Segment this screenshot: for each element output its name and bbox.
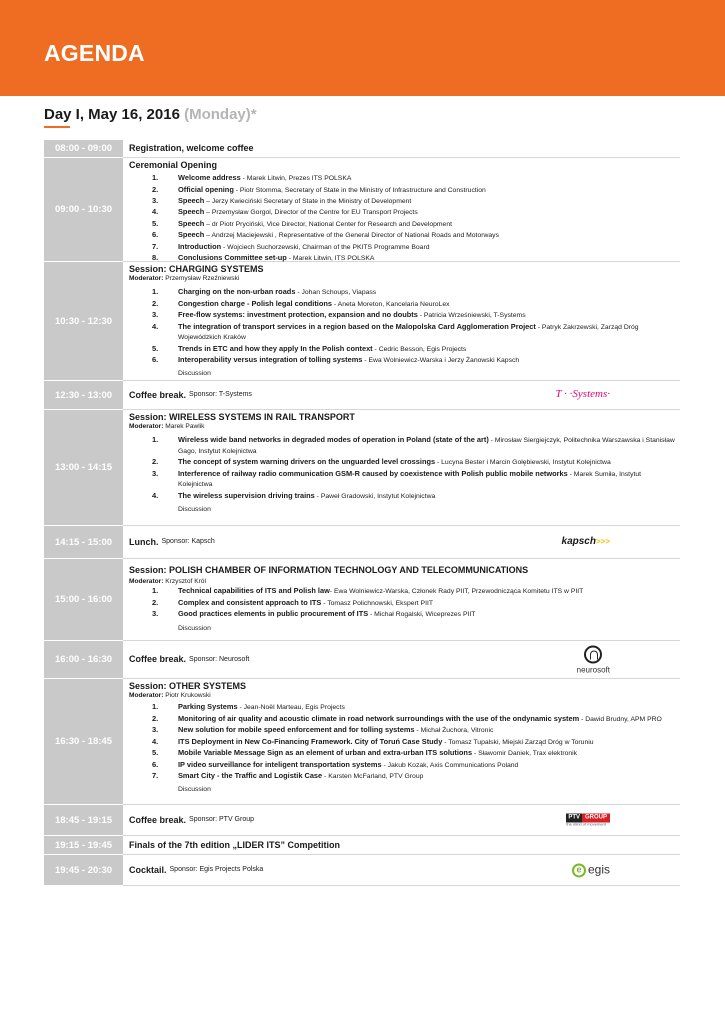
item-text xyxy=(178,287,675,298)
item-text xyxy=(178,598,675,609)
item-list xyxy=(152,173,675,264)
time-cell: 16:00 - 16:30 xyxy=(44,641,123,679)
item-number: 1. xyxy=(152,287,159,297)
agenda-row-coffee-1 xyxy=(44,381,680,410)
row-title: Lunch. xyxy=(129,536,159,547)
agenda-row-opening xyxy=(44,158,680,262)
ptv-logo: PTV GROUP the mind of movement xyxy=(566,814,610,827)
item-title: The wireless supervision driving trains xyxy=(178,490,315,500)
agenda-item xyxy=(152,760,675,771)
time-cell: 16:30 - 18:45 xyxy=(44,679,123,805)
t-systems-logo: T · ·Systems· xyxy=(555,388,610,401)
moderator: Moderator: Piotr Krukowski xyxy=(129,692,211,700)
item-number: 4. xyxy=(152,321,159,331)
item-text xyxy=(178,702,675,713)
item-number: 5. xyxy=(152,748,159,758)
agenda-item xyxy=(152,771,675,782)
item-title: Charging on the non-urban roads xyxy=(178,287,296,297)
agenda-item xyxy=(152,457,675,468)
sponsor-text: Sponsor: Neurosoft xyxy=(189,655,250,663)
agenda-row-lunch xyxy=(44,526,680,559)
row-title: Registration, welcome coffee xyxy=(129,143,254,154)
agenda-row-charging xyxy=(44,262,680,381)
content-cell xyxy=(123,679,680,804)
agenda-table xyxy=(44,140,680,886)
agenda-item xyxy=(152,609,675,620)
item-title: Interoperability versus integration of tolling systems xyxy=(178,354,363,364)
item-title: Congestion charge - Polish legal conditions xyxy=(178,298,332,308)
item-list xyxy=(152,287,675,366)
agenda-row-coffee-3 xyxy=(44,805,680,836)
item-title: Monitoring of air quality and acoustic climate in road network surroundings with the use of the ondynamic system xyxy=(178,713,580,723)
agenda-row-other xyxy=(44,679,680,805)
item-title: Welcome address xyxy=(178,173,241,183)
agenda-item xyxy=(152,491,675,502)
item-text xyxy=(178,322,675,344)
sponsor-text: Sponsor: PTV Group xyxy=(189,816,255,824)
item-number: 3. xyxy=(152,468,159,478)
session-title: Session: POLISH CHAMBER OF INFORMATION TECHNOLOGY AND TELECOMMUNICATIONS xyxy=(129,565,529,575)
item-title: Official opening xyxy=(178,184,234,194)
item-number: 6. xyxy=(152,230,159,240)
time-cell: 14:15 - 15:00 xyxy=(44,526,123,559)
item-list xyxy=(152,586,675,620)
content-cell xyxy=(123,526,680,558)
item-title: Technical capabilities of ITS and Polish law xyxy=(178,586,330,596)
content-cell xyxy=(123,559,680,640)
agenda-item xyxy=(152,469,675,491)
moderator: Moderator: Marek Pawlik xyxy=(129,423,205,431)
item-speaker: - Marek Litwin, Prezes ITS POLSKA xyxy=(240,175,352,183)
item-title: Smart City - the Traffic and Logistik Case xyxy=(178,770,323,780)
agenda-item xyxy=(152,310,675,321)
item-number: 2. xyxy=(152,457,159,467)
item-speaker: - Paweł Gradowski, Instytut Kolejnictwa xyxy=(314,492,436,500)
item-number: 5. xyxy=(152,218,159,228)
agenda-row-cocktail xyxy=(44,855,680,886)
egis-logo: e egis xyxy=(572,861,610,878)
moderator: Moderator: Krzysztof Król xyxy=(129,578,206,586)
agenda-item xyxy=(152,185,675,196)
item-speaker: - Sławomir Daniek, Trax elektronik xyxy=(472,750,578,758)
item-speaker: – Andrzej Maciejewski , Representative of the General Director of National Roads and Motorways xyxy=(204,232,499,240)
item-number: 4. xyxy=(152,490,159,500)
item-number: 1. xyxy=(152,586,159,596)
agenda-item xyxy=(152,196,675,207)
discussion-label: Discussion xyxy=(178,786,211,794)
agenda-item xyxy=(152,230,675,241)
item-text xyxy=(178,355,675,366)
item-text xyxy=(178,207,675,218)
item-text xyxy=(178,230,675,241)
item-number: 3. xyxy=(152,196,159,206)
sponsor-text: Sponsor: Kapsch xyxy=(161,538,215,546)
item-title: Free-flow systems: investment protection, expansion and no doubts xyxy=(178,310,418,320)
agenda-item xyxy=(152,355,675,366)
row-title: Coffee break. xyxy=(129,389,187,400)
item-speaker: - Lucyna Bester i Marcin Gołębiewski, Instytut Kolejnictwa xyxy=(435,459,611,467)
item-title: The integration of transport services in a region based on the Malopolska Card Agglomeration Project xyxy=(178,321,536,331)
content-cell xyxy=(123,140,680,157)
kapsch-logo: kapsch>>> xyxy=(561,535,610,547)
agenda-row-coffee-2 xyxy=(44,641,680,679)
item-title: New solution for mobile speed enforcement and for tolling systems xyxy=(178,725,415,735)
item-text xyxy=(178,299,675,310)
item-title: IP video surveillance for inteligent transportation systems xyxy=(178,759,382,769)
agenda-row-finals xyxy=(44,836,680,855)
item-number: 1. xyxy=(152,702,159,712)
item-speaker: - Ewa Wolniewicz-Warska, Członek Rady PIIT, Przewodnicząca Komitetu ITS w PIIT xyxy=(329,588,584,596)
session-title: Session: CHARGING SYSTEMS xyxy=(129,264,264,274)
item-number: 2. xyxy=(152,298,159,308)
agenda-item xyxy=(152,586,675,597)
item-speaker: - Mirosław Siergiejczyk, Politechnika Warszawska i Stanisław Gago, Instytut Kolejnictwa xyxy=(178,437,675,455)
time-cell: 10:30 - 12:30 xyxy=(44,262,123,381)
item-text xyxy=(178,714,675,725)
item-speaker: - Patricia Wrześniewski, T-Systems xyxy=(417,312,526,320)
item-speaker: - Marek Litwin, ITS POLSKA xyxy=(286,255,375,263)
content-cell xyxy=(123,262,680,380)
item-text xyxy=(178,586,675,597)
item-speaker: - Patryk Zakrzewski, Zarząd Dróg Wojewódzkich Kraków xyxy=(178,323,639,342)
time-cell: 19:15 - 19:45 xyxy=(44,836,123,855)
agenda-item xyxy=(152,219,675,230)
item-list xyxy=(152,702,675,782)
item-speaker: - Johan Schoups, Viapass xyxy=(295,289,377,297)
agenda-item xyxy=(152,207,675,218)
item-title: Mobile Variable Message Sign as an element of urban and extra-urban ITS solutions xyxy=(178,748,473,758)
agenda-item xyxy=(152,435,675,457)
neurosoft-logo: neurosoft xyxy=(577,645,610,674)
agenda-item xyxy=(152,725,675,736)
time-cell: 18:45 - 19:15 xyxy=(44,805,123,836)
item-number: 2. xyxy=(152,713,159,723)
time-cell: 09:00 - 10:30 xyxy=(44,158,123,262)
day-underline xyxy=(44,126,70,128)
item-speaker: - Michał Żuchora, Vitronic xyxy=(414,727,494,735)
row-title: Coffee break. xyxy=(129,654,187,665)
item-text xyxy=(178,771,675,782)
day-weekday: (Monday)* xyxy=(184,106,257,123)
item-number: 4. xyxy=(152,736,159,746)
item-title: Interference of railway radio communication GSM-R caused by coexistence with Polish public mobile networks xyxy=(178,468,568,478)
content-cell xyxy=(123,836,680,854)
item-title: Speech xyxy=(178,218,205,228)
item-title: The concept of system warning drivers on the unguarded level crossings xyxy=(178,457,436,467)
item-text xyxy=(178,469,675,491)
item-title: Speech xyxy=(178,196,205,206)
item-number: 8. xyxy=(152,253,159,263)
item-speaker: - Piotr Stomma, Secretary of State in the Ministry of Infrastructure and Construction xyxy=(233,186,486,194)
item-speaker: – Przemysław Gorgol, Director of the Centre for EU Transport Projects xyxy=(204,209,418,217)
moderator: Moderator: Przemysław Rzeźniewski xyxy=(129,275,240,283)
item-text xyxy=(178,457,675,468)
page-title: AGENDA xyxy=(44,40,145,66)
item-title: Conclusions Committee set-up xyxy=(178,253,287,263)
item-title: Wireless wide band networks in degraded modes of operation in Poland (state of the art) xyxy=(178,435,489,445)
item-speaker: - Aneta Moreton, Kancelaria NeuroLex xyxy=(332,300,450,308)
item-text xyxy=(178,344,675,355)
content-cell xyxy=(123,381,680,409)
item-title: Trends in ETC and how they apply In the Polish context xyxy=(178,343,373,353)
item-title: Complex and consistent approach to ITS xyxy=(178,597,322,607)
item-number: 1. xyxy=(152,173,159,183)
item-number: 5. xyxy=(152,343,159,353)
discussion-label: Discussion xyxy=(178,505,211,513)
row-title: Cocktail. xyxy=(129,864,167,875)
content-cell xyxy=(123,805,680,835)
item-speaker: - Wojciech Suchorzewski, Chairman of the PKITS Programme Board xyxy=(221,243,430,251)
time-cell: 13:00 - 14:15 xyxy=(44,410,123,526)
agenda-item xyxy=(152,287,675,298)
item-speaker: - Marek Sumiła, Instytut Kolejnictwa xyxy=(178,470,642,489)
item-number: 3. xyxy=(152,725,159,735)
item-text xyxy=(178,748,675,759)
agenda-item xyxy=(152,322,675,344)
item-number: 6. xyxy=(152,759,159,769)
discussion-label: Discussion xyxy=(178,370,211,378)
item-number: 1. xyxy=(152,435,159,445)
time-cell: 12:30 - 13:00 xyxy=(44,381,123,410)
item-speaker: – Jerzy Kwieciński Secretary of State in the Ministry of Development xyxy=(204,198,412,206)
item-text xyxy=(178,760,675,771)
agenda-row-rail xyxy=(44,410,680,526)
agenda-item xyxy=(152,714,675,725)
item-title: ITS Deployment in New Co-Financing Framework. City of Toruń Case Study xyxy=(178,736,443,746)
time-cell: 19:45 - 20:30 xyxy=(44,855,123,886)
item-number: 7. xyxy=(152,241,159,251)
agenda-item xyxy=(152,299,675,310)
item-text xyxy=(178,219,675,230)
agenda-header xyxy=(0,0,725,96)
item-title: Parking Systems xyxy=(178,702,238,712)
item-list xyxy=(152,435,675,501)
item-text xyxy=(178,242,675,253)
item-text xyxy=(178,173,675,184)
item-title: Good practices elements in public procurement of ITS xyxy=(178,609,369,619)
day-title xyxy=(44,106,257,123)
item-number: 3. xyxy=(152,609,159,619)
agenda-item xyxy=(152,702,675,713)
item-number: 7. xyxy=(152,770,159,780)
row-title: Finals of the 7th edition „LIDER ITS” Competition xyxy=(129,839,340,850)
agenda-item xyxy=(152,737,675,748)
time-cell: 08:00 - 09:00 xyxy=(44,140,123,158)
content-cell xyxy=(123,641,680,678)
item-speaker: - Tomasz Tupalski, Miejski Zarząd Dróg w Toruniu xyxy=(442,738,594,746)
agenda-row-registration xyxy=(44,140,680,158)
item-number: 2. xyxy=(152,597,159,607)
content-cell xyxy=(123,158,680,261)
item-speaker: – dr Piotr Pryciński, Vice Director, National Center for Research and Development xyxy=(204,220,452,228)
time-cell: 15:00 - 16:00 xyxy=(44,559,123,641)
item-number: 6. xyxy=(152,354,159,364)
item-text xyxy=(178,185,675,196)
sponsor-text: Sponsor: T-Systems xyxy=(189,391,252,399)
item-speaker: - Jean-Noël Marteau, Egis Projects xyxy=(237,704,345,712)
item-speaker: - Michał Rogalski, Wiceprezes PIIT xyxy=(368,611,476,619)
row-title: Coffee break. xyxy=(129,814,187,825)
agenda-item xyxy=(152,242,675,253)
item-speaker: - Cedric Besson, Egis Projects xyxy=(372,345,467,353)
item-text xyxy=(178,737,675,748)
item-speaker: - Karsten McFarland, PTV Group xyxy=(322,772,424,780)
session-title: Session: OTHER SYSTEMS xyxy=(129,681,247,691)
session-title: Ceremonial Opening xyxy=(129,160,218,170)
agenda-item xyxy=(152,173,675,184)
item-text xyxy=(178,609,675,620)
item-title: Speech xyxy=(178,207,205,217)
item-number: 4. xyxy=(152,207,159,217)
agenda-row-piit xyxy=(44,559,680,641)
item-text xyxy=(178,196,675,207)
item-speaker: - Jakub Kozak, Axis Communications Poland xyxy=(381,761,519,769)
agenda-item xyxy=(152,344,675,355)
item-text xyxy=(178,435,675,457)
content-cell xyxy=(123,855,680,885)
sponsor-text: Sponsor: Egis Projects Polska xyxy=(169,866,264,874)
item-text xyxy=(178,491,675,502)
item-number: 3. xyxy=(152,310,159,320)
session-title: Session: WIRELESS SYSTEMS IN RAIL TRANSPORT xyxy=(129,412,355,422)
item-speaker: - Dawid Brudny, APM PRO xyxy=(579,715,662,723)
discussion-label: Discussion xyxy=(178,624,211,632)
item-title: Speech xyxy=(178,230,205,240)
item-title: Introduction xyxy=(178,241,222,251)
item-speaker: - Ewa Wolniewicz-Warska i Jerzy Żanowski Kapsch xyxy=(362,356,520,364)
day-date: Day I, May 16, 2016 xyxy=(44,106,180,123)
agenda-item xyxy=(152,748,675,759)
item-text xyxy=(178,310,675,321)
item-number: 2. xyxy=(152,184,159,194)
agenda-item xyxy=(152,598,675,609)
item-speaker: - Tomasz Polichnowski, Ekspert PIIT xyxy=(321,599,434,607)
item-text xyxy=(178,725,675,736)
content-cell xyxy=(123,410,680,525)
